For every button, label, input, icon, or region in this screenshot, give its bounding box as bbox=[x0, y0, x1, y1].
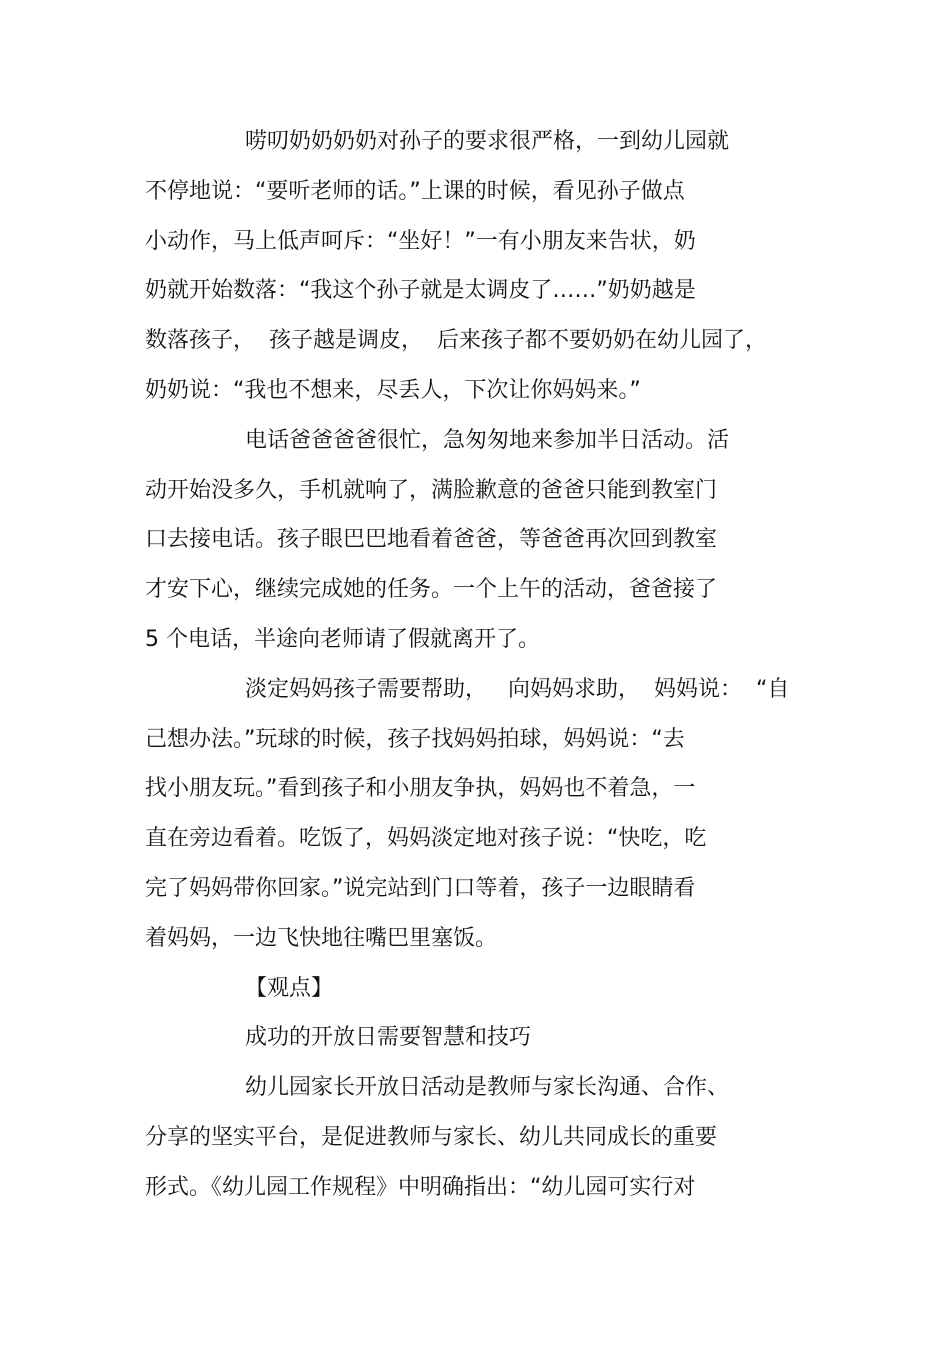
paragraph-line: 数落孩子， 孩子越是调皮， 后来孩子都不要奶奶在幼儿园了， bbox=[145, 328, 767, 353]
paragraph-line: 奶就开始数落：“我这个孙子就是太调皮了……”奶奶越是 bbox=[145, 278, 696, 303]
section-heading: 【观点】 bbox=[245, 976, 334, 1001]
section-subtitle: 成功的开放日需要智慧和技巧 bbox=[245, 1025, 532, 1050]
paragraph-line: 淡定妈妈孩子需要帮助， 向妈妈求助， 妈妈说： “自 bbox=[245, 677, 790, 702]
paragraph-line: 唠叨奶奶奶奶对孙子的要求很严格，一到幼儿园就 bbox=[245, 129, 730, 154]
paragraph-line: 分享的坚实平台，是促进教师与家长、幼儿共同成长的重要 bbox=[145, 1125, 718, 1150]
paragraph-line: 才安下心，继续完成她的任务。一个上午的活动，爸爸接了 bbox=[145, 577, 718, 602]
paragraph-line: 着妈妈，一边飞快地往嘴巴里塞饭。 bbox=[145, 926, 498, 951]
paragraph-line: 电话爸爸爸爸很忙，急匆匆地来参加半日活动。活 bbox=[245, 428, 730, 453]
paragraph-line: 幼儿园家长开放日活动是教师与家长沟通、合作、 bbox=[245, 1075, 730, 1100]
paragraph-line: 5 个电话，半途向老师请了假就离开了。 bbox=[145, 627, 540, 652]
paragraph-line: 完了妈妈带你回家。”说完站到门口等着，孩子一边眼睛看 bbox=[145, 876, 696, 901]
paragraph-line: 己想办法。”玩球的时候，孩子找妈妈拍球，妈妈说：“去 bbox=[145, 727, 685, 752]
paragraph-line: 奶奶说：“我也不想来，尽丢人，下次让你妈妈来。” bbox=[145, 378, 641, 403]
paragraph-line: 形式。《幼儿园工作规程》中明确指出：“幼儿园可实行对 bbox=[145, 1175, 696, 1200]
paragraph-line: 动开始没多久，手机就响了，满脸歉意的爸爸只能到教室门 bbox=[145, 478, 718, 503]
paragraph-line: 直在旁边看着。吃饭了，妈妈淡定地对孩子说：“快吃，吃 bbox=[145, 826, 707, 851]
paragraph-line: 不停地说：“要听老师的话。”上课的时候，看见孙子做点 bbox=[145, 179, 685, 204]
paragraph-line: 口去接电话。孩子眼巴巴地看着爸爸，等爸爸再次回到教室 bbox=[145, 527, 718, 552]
paragraph-line: 小动作，马上低声呵斥：“坐好！”一有小朋友来告状，奶 bbox=[145, 229, 696, 254]
paragraph-line: 找小朋友玩。”看到孩子和小朋友争执，妈妈也不着急，一 bbox=[145, 776, 696, 801]
